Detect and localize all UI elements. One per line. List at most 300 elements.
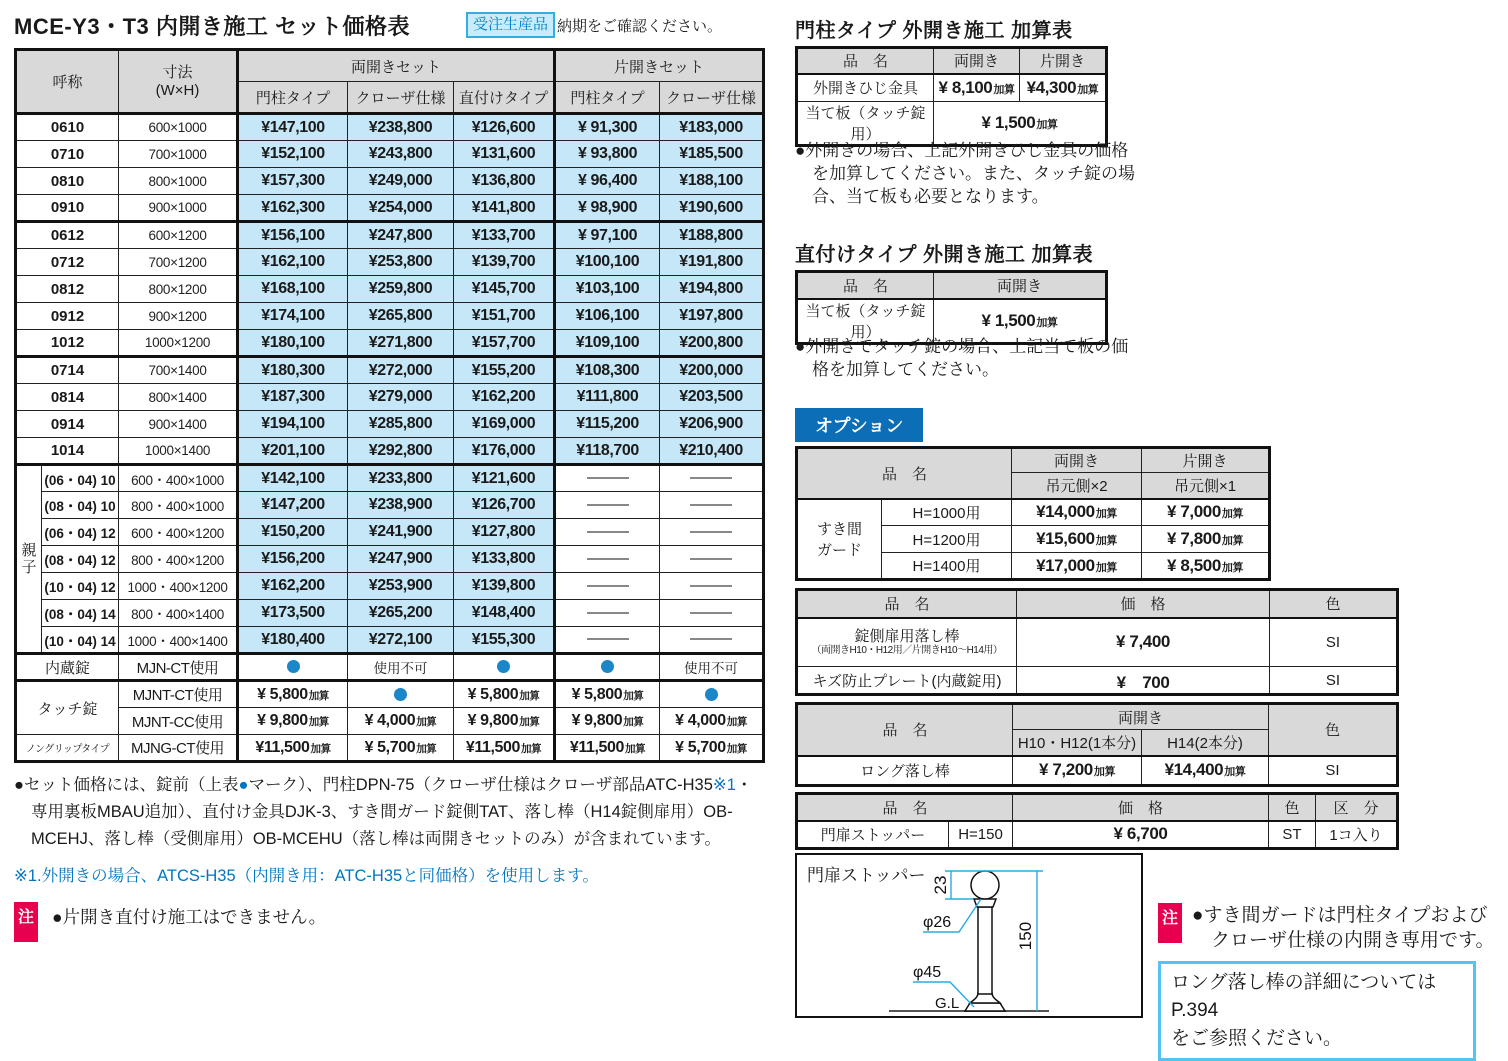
right-column (795, 8, 1508, 1049)
lock-option-cell (660, 708, 764, 735)
price-value: ¥ 8,100 (938, 77, 993, 97)
price-cell: ¥292,800 (348, 438, 454, 465)
long-bar-table (795, 702, 1399, 787)
lock-row (16, 735, 764, 762)
price-value: ¥ 9,800 (257, 712, 308, 729)
price-cell: ¥180,300 (238, 357, 348, 384)
kasan-suffix: 加算 (310, 742, 331, 755)
price-cell: ¥233,800 (348, 465, 454, 492)
direct-add-title: 直付けタイプ 外開き施工 加算表 (795, 244, 1094, 266)
no-price-dash (587, 638, 629, 640)
size-cell: 1000×1200 (119, 330, 238, 357)
product-name: 当て板（タッチ錠用） (797, 102, 934, 146)
price-value: ¥15,600 (1036, 529, 1095, 548)
pillar-add-title: 門柱タイプ 外開き施工 加算表 (795, 20, 1073, 42)
model-code-cell: 0714 (16, 357, 119, 384)
model-code-cell: 0810 (16, 168, 119, 195)
table-row (797, 756, 1398, 786)
price-cell: ¥127,800 (454, 519, 555, 546)
kasan-suffix: 加算 (1036, 119, 1058, 131)
price-cell: ¥200,000 (660, 357, 764, 384)
price-cell (1012, 553, 1142, 580)
caution-line1: ●すき間ガードは門柱タイプおよび (1192, 905, 1488, 926)
height-variant-cell: H=1400用 (882, 553, 1012, 580)
footnote-segment: マーク）、門柱DPN-75（クローザ仕様はクローザ部品ATC-H35 (248, 776, 713, 794)
no-price-dash (690, 558, 732, 560)
model-code-cell: 1012 (16, 330, 119, 357)
table-row (797, 499, 1270, 526)
price-cell: ¥176,000 (454, 438, 555, 465)
lock-option-cell (660, 681, 764, 708)
price-value: ¥ 5,700 (364, 738, 416, 756)
kasan-suffix: 加算 (416, 716, 437, 728)
price-row (16, 384, 764, 411)
no-price-cell (555, 546, 660, 573)
kasan-suffix: 加算 (519, 689, 540, 702)
model-code-cell: 0812 (16, 276, 119, 303)
size-cell: 1000・400×1200 (119, 573, 238, 600)
price-cell: ¥254,000 (348, 195, 454, 222)
col-product-name: 品 名 (797, 590, 1017, 618)
lock-type-label: 内蔵錠 (16, 654, 119, 681)
price-cell: ¥238,800 (348, 114, 454, 141)
price-cell: ¥106,100 (555, 303, 660, 330)
price-row (16, 141, 764, 168)
included-dot-icon (287, 660, 300, 673)
footnote-segment: ・専用裏板MBAU追加）、直付け金具DJK-3、すき間ガード錠側TAT、落し棒（H14錠側扉用）OB-MCEHJ、落し棒（受側扉用）OB-MCEHU（落し棒は両開きセットのみ）が含まれています。 (31, 776, 753, 848)
kasan-suffix: 加算 (1095, 508, 1117, 521)
price-cell: ¥136,800 (454, 168, 555, 195)
price-cell: ¥139,700 (454, 249, 555, 276)
price-cell: ¥168,100 (238, 276, 348, 303)
model-code-cell: (06・04) 10 (42, 465, 119, 492)
gap-guard-label: すき間 ガード (797, 499, 882, 580)
kasan-suffix: 加算 (1093, 766, 1116, 779)
price-cell: ¥238,900 (348, 492, 454, 519)
kasan-suffix: 加算 (521, 742, 542, 755)
model-code-cell: 0912 (16, 303, 119, 330)
price-cell: ¥155,300 (454, 627, 555, 654)
price-value: ¥11,500 (465, 738, 520, 756)
price-row (16, 330, 764, 357)
footnote-blue-segment: ● (238, 776, 249, 794)
no-price-cell (660, 573, 764, 600)
price-cell: ¥156,200 (238, 546, 348, 573)
included-dot-icon (394, 688, 407, 701)
price-cell: ¥155,200 (454, 357, 555, 384)
price-value: ¥11,500 (569, 738, 625, 756)
caution-badge: 注 (1158, 903, 1182, 943)
product-name-sub: （両開きH10・H12用／片開きH10～H14用） (811, 644, 1003, 656)
no-price-dash (690, 477, 732, 479)
col-header-closer-spec-single: クローザ仕様 (660, 82, 764, 114)
product-name: 外開きひじ金具 (797, 74, 934, 102)
price-value: ¥ 8,500 (1166, 555, 1221, 575)
price-cell: ¥197,800 (660, 303, 764, 330)
price-cell: ¥126,700 (454, 492, 555, 519)
price-row-oyako (16, 573, 764, 600)
price-cell: ¥111,800 (555, 384, 660, 411)
price-row (16, 411, 764, 438)
price-value: ¥4,300 (1026, 77, 1077, 97)
price-value: ¥ 5,800 (257, 685, 308, 703)
kasan-suffix: 加算 (625, 742, 646, 755)
price-cell: ¥253,900 (348, 573, 454, 600)
price-cell: ¥243,800 (348, 141, 454, 168)
price-cell: ¥157,300 (238, 168, 348, 195)
lock-option-cell: 使用不可 (348, 654, 454, 681)
price-value: ¥ 1,500 (981, 310, 1036, 330)
made-to-order-badge: 受注生産品 (466, 12, 555, 38)
col-product-name: 品 名 (797, 48, 934, 74)
height-variant-cell: H=1200用 (882, 526, 1012, 553)
lock-option-cell (348, 708, 454, 735)
col-sub-h14: H14(2本分) (1142, 730, 1269, 756)
size-cell: 600×1200 (119, 222, 238, 249)
price-cell: ¥187,300 (238, 384, 348, 411)
stopper-table (795, 792, 1399, 850)
price-cell: ¥279,000 (348, 384, 454, 411)
delivery-note: 納期をご確認ください。 (557, 17, 723, 35)
gap-guard-header (797, 448, 1270, 499)
kasan-suffix: 加算 (623, 689, 644, 702)
price-cell: ¥147,200 (238, 492, 348, 519)
col-price: 価 格 (1017, 590, 1270, 618)
kasan-suffix: 加算 (726, 742, 747, 755)
size-cell: 900×1400 (119, 411, 238, 438)
price-cell: ¥142,100 (238, 465, 348, 492)
price-cell: ¥188,100 (660, 168, 764, 195)
price-cell: ¥194,100 (238, 411, 348, 438)
gap-guard-body (797, 499, 1270, 580)
lock-option-cell (555, 735, 660, 762)
price-cell: ¥247,800 (348, 222, 454, 249)
kasan-suffix: 加算 (1221, 561, 1244, 574)
price-cell: ¥188,800 (660, 222, 764, 249)
price-row-oyako (16, 627, 764, 654)
left-column (14, 8, 762, 942)
model-code-cell: (06・04) 12 (42, 519, 119, 546)
price-cell: ¥285,800 (348, 411, 454, 438)
col-group-double-set: 両開きセット (238, 50, 555, 82)
size-cell: 900×1000 (119, 195, 238, 222)
col-product-name: 品 名 (797, 704, 1013, 756)
lock-model-cell: MJN-CT使用 (119, 654, 238, 681)
price-cell: ¥183,000 (660, 114, 764, 141)
set-price-footnote (14, 772, 762, 853)
dim-phi26-label: φ26 (923, 914, 952, 931)
lock-option-cell (454, 708, 555, 735)
reference-line2: をご参照ください。 (1171, 1028, 1343, 1049)
price-cell: ¥118,700 (555, 438, 660, 465)
size-cell: 1000・400×1400 (119, 627, 238, 654)
price-cell: ¥201,100 (238, 438, 348, 465)
lock-option-cell (348, 681, 454, 708)
price-cell: ¥203,500 (660, 384, 764, 411)
lock-row (16, 708, 764, 735)
included-dot-icon (601, 660, 614, 673)
price-cell: ¥ 96,400 (555, 168, 660, 195)
pillar-add-header (797, 48, 1107, 74)
col-sub-h10h12: H10・H12(1本分) (1013, 730, 1142, 756)
lock-row (16, 681, 764, 708)
col-header-direct-type: 直付けタイプ (454, 82, 555, 114)
price-cell (1142, 526, 1270, 553)
price-value: ¥14,000 (1036, 502, 1095, 522)
col-double-open: 両開き (1012, 448, 1142, 473)
price-value: ¥ 5,700 (675, 738, 726, 756)
model-code-cell: (08・04) 12 (42, 546, 119, 573)
model-code-cell: (10・04) 14 (42, 627, 119, 654)
no-price-cell (555, 600, 660, 627)
size-cell: 800・400×1000 (119, 492, 238, 519)
no-price-cell (555, 627, 660, 654)
price-cell (1013, 756, 1142, 786)
price-cell: ¥180,100 (238, 330, 348, 357)
caution-badge: 注 (14, 902, 38, 942)
price-row (16, 222, 764, 249)
price-cell: ¥259,800 (348, 276, 454, 303)
price-cell: ¥173,500 (238, 600, 348, 627)
col-color: 色 (1269, 704, 1398, 756)
price-cell (934, 74, 1020, 102)
lock-option-cell (555, 681, 660, 708)
no-price-dash (690, 612, 732, 614)
price-table-body (16, 114, 764, 762)
model-code-cell: 0910 (16, 195, 119, 222)
product-height: H=150 (949, 821, 1013, 849)
price-cell: ¥108,300 (555, 357, 660, 384)
price-cell (1142, 756, 1269, 786)
col-double-open: 両開き (934, 48, 1020, 74)
price-cell: ¥115,200 (555, 411, 660, 438)
price-cell (1142, 553, 1270, 580)
size-cell: 900×1200 (119, 303, 238, 330)
price-cell: ¥191,800 (660, 249, 764, 276)
col-group-single-set: 片開きセット (555, 50, 764, 82)
caution-line2: クローザ仕様の内開き専用です。 (1211, 930, 1495, 951)
price-cell: ¥157,700 (454, 330, 555, 357)
price-cell: ¥200,800 (660, 330, 764, 357)
price-row-oyako (16, 519, 764, 546)
price-cell: ¥145,700 (454, 276, 555, 303)
direct-add-table (795, 270, 1108, 345)
price-cell: ¥ 93,800 (555, 141, 660, 168)
no-price-dash (690, 638, 732, 640)
lock-option-cell (454, 654, 555, 681)
lock-option-cell (454, 735, 555, 762)
price-cell (1012, 526, 1142, 553)
touch-lock-label: タッチ錠 (16, 681, 119, 735)
price-cell: ¥126,600 (454, 114, 555, 141)
price-cell: ¥152,100 (238, 141, 348, 168)
pillar-add-note: ●外開きの場合、上記外開きひじ金具の価格を加算してください。また、タッチ錠の場合、当て板も必要となります。 (795, 141, 1135, 206)
no-price-dash (690, 531, 732, 533)
price-cell: ¥271,800 (348, 330, 454, 357)
model-code-cell: 0710 (16, 141, 119, 168)
kasan-suffix: 加算 (1077, 83, 1099, 96)
price-value: ¥ 9,800 (467, 712, 519, 729)
title-row (14, 8, 762, 42)
price-cell: ¥133,700 (454, 222, 555, 249)
col-single-sub: 吊元側×1 (1142, 473, 1270, 499)
col-kubun: 区 分 (1316, 794, 1398, 821)
size-cell: 700×1000 (119, 141, 238, 168)
price-cell: ¥ 7,400 (1017, 618, 1270, 667)
no-price-dash (587, 504, 629, 506)
kasan-suffix: 加算 (1095, 561, 1117, 574)
product-name: 当て板（タッチ錠用） (797, 299, 934, 344)
price-cell: ¥162,200 (238, 573, 348, 600)
col-double-sub: 吊元側×2 (1012, 473, 1142, 499)
price-cell: ¥ 97,100 (555, 222, 660, 249)
price-value: ¥14,400 (1164, 760, 1224, 780)
size-cell: 600・400×1000 (119, 465, 238, 492)
price-value: ¥ 5,800 (571, 685, 623, 703)
no-price-cell (555, 519, 660, 546)
product-name (797, 618, 1017, 667)
diagram-title: 門扉ストッパー (807, 866, 926, 885)
product-name-main: 錠側扉用落し棒 (854, 627, 960, 645)
kasan-suffix: 加算 (1221, 508, 1244, 521)
no-price-cell (660, 546, 764, 573)
no-price-dash (587, 531, 629, 533)
lock-model-cell: MJNG-CT使用 (119, 735, 238, 762)
included-dot-icon (705, 688, 718, 701)
price-cell: ¥162,100 (238, 249, 348, 276)
price-table-header (16, 50, 764, 114)
price-cell: ¥190,600 (660, 195, 764, 222)
size-cell: 800×1200 (119, 276, 238, 303)
product-name: 門扉ストッパー (797, 821, 949, 849)
col-color: 色 (1269, 794, 1316, 821)
page-title: MCE-Y3・T3 内開き施工 セット価格表 (14, 13, 411, 39)
price-row (16, 276, 764, 303)
price-cell: ¥162,200 (454, 384, 555, 411)
kasan-suffix: 加算 (1095, 535, 1117, 547)
no-price-cell (660, 519, 764, 546)
price-cell: ¥185,500 (660, 141, 764, 168)
price-cell: ¥147,100 (238, 114, 348, 141)
price-row (16, 168, 764, 195)
product-name: キズ防止プレート(内蔵錠用) (797, 667, 1017, 695)
table-row (797, 618, 1398, 667)
size-cell: 1000×1400 (119, 438, 238, 465)
price-cell: ¥151,700 (454, 303, 555, 330)
price-row (16, 303, 764, 330)
kubun-cell: 1コ入り (1316, 821, 1398, 849)
size-cell: 600×1000 (119, 114, 238, 141)
ground-level-label: G.L (935, 995, 960, 1012)
price-cell: ¥139,800 (454, 573, 555, 600)
no-price-dash (587, 585, 629, 587)
price-cell: ¥241,900 (348, 519, 454, 546)
dim-150-label: 150 (1016, 921, 1035, 951)
reference-box (1158, 961, 1476, 1061)
included-dot-icon (497, 660, 510, 673)
price-cell: ¥150,200 (238, 519, 348, 546)
color-cell: SI (1269, 756, 1398, 786)
stopper-header (797, 794, 1398, 821)
no-price-dash (690, 504, 732, 506)
nogrip-type-label: ノングリップタイプ (16, 735, 119, 762)
no-price-cell (660, 465, 764, 492)
caution-text: ●片開き直付け施工はできません。 (52, 907, 327, 927)
model-code-cell: (10・04) 12 (42, 573, 119, 600)
no-price-cell (555, 492, 660, 519)
price-cell: ¥169,000 (454, 411, 555, 438)
option-badge: オプション (795, 408, 923, 442)
price-cell: ¥100,100 (555, 249, 660, 276)
color-cell: SI (1270, 618, 1398, 667)
price-cell: ¥247,900 (348, 546, 454, 573)
no-price-dash (587, 477, 629, 479)
model-code-cell: 0814 (16, 384, 119, 411)
price-value: ¥ 5,800 (467, 685, 519, 703)
price-cell: ¥148,400 (454, 600, 555, 627)
kasan-suffix: 加算 (993, 83, 1015, 96)
lock-row (16, 654, 764, 681)
price-cell: ¥174,100 (238, 303, 348, 330)
direct-add-header (797, 272, 1107, 299)
model-code-cell: 0612 (16, 222, 119, 249)
option-badge-wrap (795, 408, 923, 442)
price-cell: ¥ 6,700 (1013, 821, 1269, 849)
height-variant-cell: H=1000用 (882, 499, 1012, 526)
col-header-closer-spec: クローザ仕様 (348, 82, 454, 114)
table-row (797, 667, 1398, 695)
no-price-cell (660, 627, 764, 654)
size-header-line2: (W×H) (155, 81, 200, 99)
price-cell: ¥272,100 (348, 627, 454, 654)
long-bar-header (797, 704, 1398, 756)
color-cell: SI (1270, 667, 1398, 695)
set-price-table (14, 48, 765, 763)
price-cell (1012, 499, 1142, 526)
table-row (797, 821, 1398, 849)
price-cell: ¥180,400 (238, 627, 348, 654)
price-cell: ¥249,000 (348, 168, 454, 195)
price-value: ¥ 7,800 (1166, 529, 1221, 548)
price-cell: ¥109,100 (555, 330, 660, 357)
size-cell: 800×1400 (119, 384, 238, 411)
size-cell: 800・400×1400 (119, 600, 238, 627)
price-value: ¥ 9,800 (571, 712, 623, 729)
price-row-oyako (16, 600, 764, 627)
footnote-star1: ※1.外開きの場合、ATCS-H35（内開き用：ATC-H35と同価格）を使用します。 (14, 867, 599, 885)
price-cell: ¥ 700 (1017, 667, 1270, 695)
size-cell: 600・400×1200 (119, 519, 238, 546)
price-cell: ¥265,800 (348, 303, 454, 330)
col-header-pillar-type-single: 門柱タイプ (555, 82, 660, 114)
price-value: ¥ 4,000 (675, 712, 726, 729)
col-product-name: 品 名 (797, 272, 934, 299)
price-cell: ¥103,100 (555, 276, 660, 303)
color-cell: ST (1269, 821, 1316, 849)
no-price-dash (690, 585, 732, 587)
price-row (16, 195, 764, 222)
kasan-suffix: 加算 (308, 716, 329, 728)
price-row (16, 114, 764, 141)
lock-option-cell (238, 735, 348, 762)
bottom-right-area (795, 853, 1508, 1049)
price-cell: ¥131,600 (454, 141, 555, 168)
footnote-blue-segment: ※1 (712, 776, 736, 794)
kasan-suffix: 加算 (1221, 535, 1244, 547)
price-cell: ¥121,600 (454, 465, 555, 492)
no-price-cell (555, 573, 660, 600)
col-header-size (119, 50, 238, 114)
